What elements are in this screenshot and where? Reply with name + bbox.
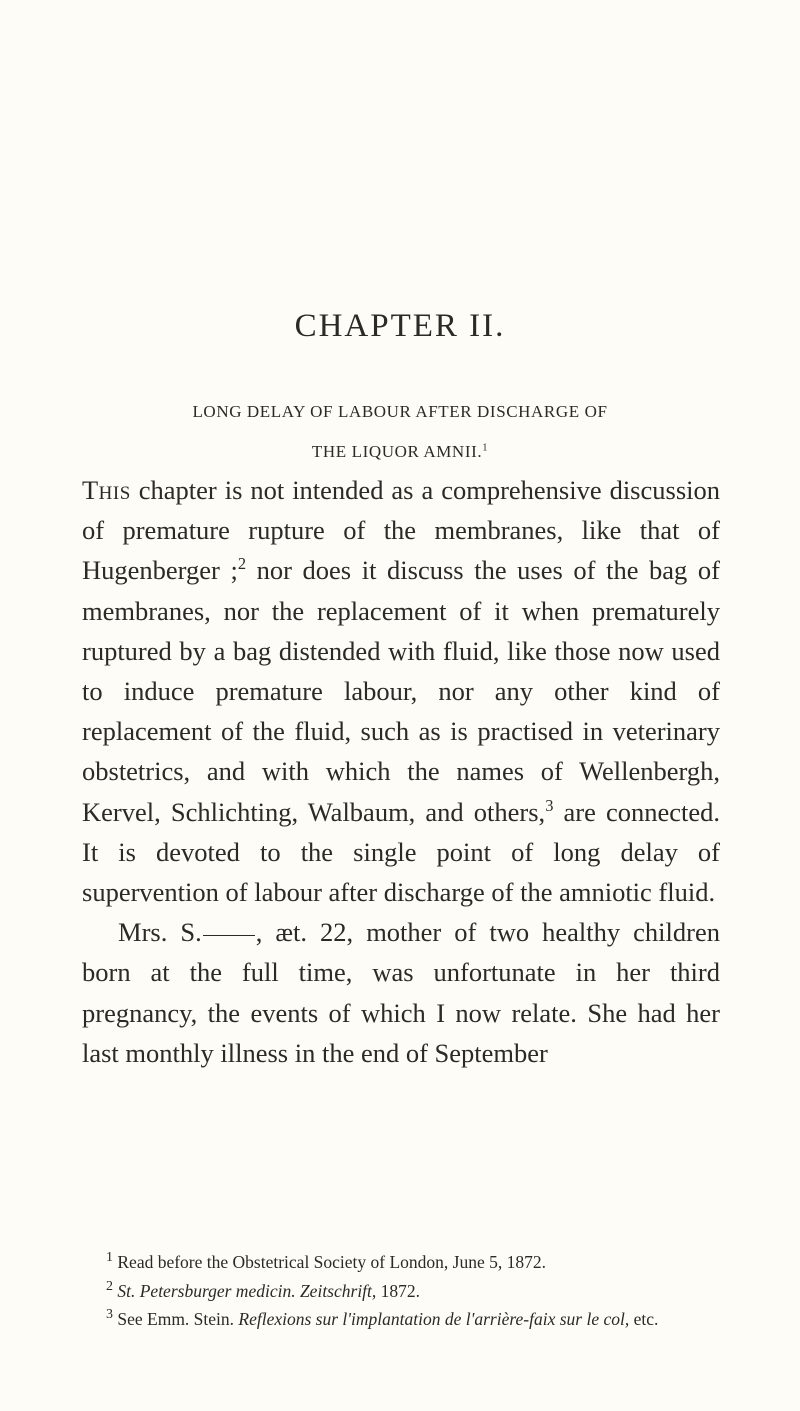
footnote-text: 1872. [376,1280,421,1301]
paragraph-1-text-b: nor does it discuss the uses of the bag of membranes, nor the replacement of it when prematurely ruptured by a bag distended with fluid, like those now used to induce premature labour, nor any other kind of replacement of the fluid, such as is practised in veterinary obstetrics, and with which the names of Wellenbergh, Kervel, Schlichting, Walbaum, and others, [82,555,720,827]
footnote-number: 1 [106,1250,113,1266]
subtitle-footnote-ref: 1 [482,442,489,454]
footnotes [82,1248,720,1334]
subtitle-line-1: LONG DELAY OF LABOUR AFTER DISCHARGE OF [192,402,608,421]
chapter-title: CHAPTER II. [294,308,506,344]
footnote-text-after: etc. [629,1309,659,1329]
footnote-number: 3 [106,1307,113,1323]
paragraph-1-text-a: chapter is not intended as a comprehensive discussion of premature rupture of the membranes, like that of Hugenberger ; [82,475,720,586]
footnote-ref-2: 2 [237,554,247,574]
footnote-1 [82,1248,720,1277]
chapter-subtitle [85,392,715,472]
paragraph-1-text-c: are connected. It is devoted to the single point of long delay of supervention of labour after discharge of the amniotic fluid. [82,796,721,908]
name-omission-dash [203,935,255,936]
footnote-2 [82,1277,720,1306]
footnote-3 [82,1305,720,1334]
paragraph-1 [82,470,720,912]
footnote-italic-text: St. Petersburger medicin. Zeitschrift, [117,1280,377,1301]
footnote-italic-text: Reflexions sur l'implantation de l'arrière-faix sur le col, [238,1309,630,1329]
paragraph-2-text-a: Mrs. S. [118,917,202,948]
paragraph-lead-word: This [82,475,131,505]
body-text [82,470,720,1073]
footnote-number: 2 [106,1278,113,1294]
subtitle-line-2: THE LIQUOR AMNII. [311,442,483,461]
paragraph-2 [82,912,720,1073]
paragraph-2-text-b: , æt. 22, mother of two healthy children born at the full time, was unfortunate in her third pregnancy, the events of which I now relate. She had her last monthly illness in the end of September [82,917,720,1068]
footnote-text: Read before the Obstetrical Society of London, June 5, 1872. [117,1252,547,1272]
footnote-text: See Emm. Stein. [117,1309,239,1329]
footnote-ref-3: 3 [545,795,554,815]
